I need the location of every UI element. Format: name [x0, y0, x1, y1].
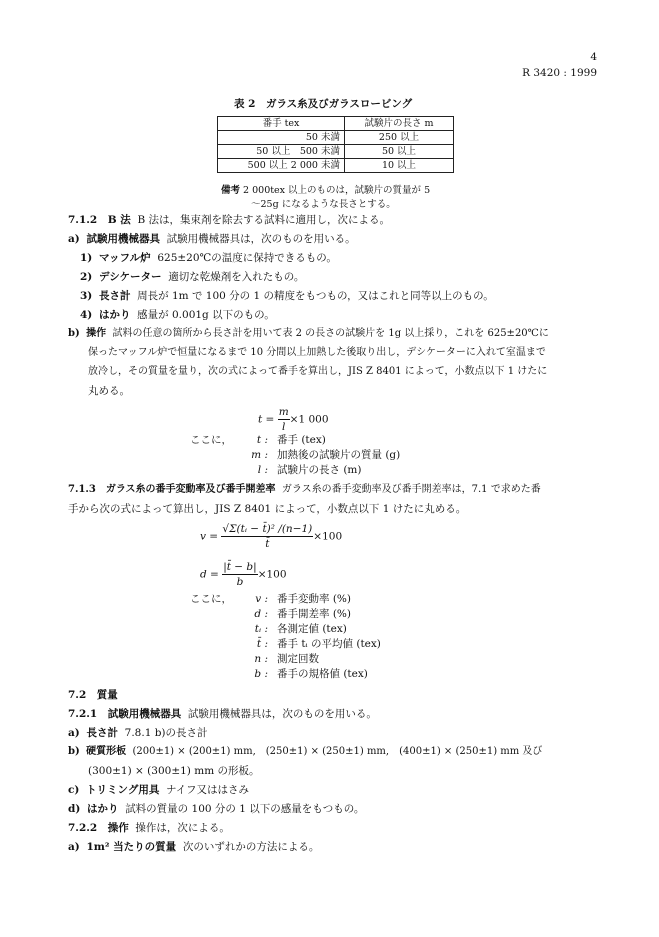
item-title: 長さ計: [98, 290, 131, 302]
section-heading: 7.1.3 ガラス糸の番手変動率及び番手開差率: [68, 484, 276, 495]
formula-numerator: √Σ(tᵢ − t̄)² /(n−1): [222, 523, 313, 535]
subsection-b: [68, 327, 549, 341]
item-text: 適切な乾燥剤を入れたもの。: [168, 271, 305, 283]
var-symbol: m :: [251, 449, 268, 461]
paragraph-line: 試料の任意の箇所から長さ計を用いて表 2 の長さの試験片を 1g 以上採り，これを 625±20℃に: [112, 328, 549, 339]
var-desc: 番手 (tex): [277, 434, 326, 446]
paragraph-line: 保ったマッフル炉で恒量になるまで 10 分間以上加熱した後取り出し，デシケーターに入れて室温まで: [88, 347, 546, 358]
section-7-1-2: [68, 213, 390, 227]
var-desc: 加熱後の試験片の質量 (g): [277, 449, 401, 461]
item-number: 2): [80, 271, 93, 283]
item-number: 1): [80, 252, 93, 264]
note-line-2: ～25g になるような長さとする。: [251, 199, 396, 210]
table-row: [218, 159, 454, 173]
item-number: c): [68, 784, 80, 796]
note-label: 備考: [221, 185, 241, 196]
list-item: [80, 308, 275, 322]
formula-lhs: t =: [258, 413, 275, 426]
item-number: a): [68, 841, 80, 853]
list-item: [68, 745, 542, 759]
var-desc: 各測定値 (tex): [277, 623, 347, 635]
where-label: ここに，: [190, 593, 232, 605]
item-text: 625±20℃の温度に保持できるもの。: [157, 252, 337, 264]
section-heading: 7.1.2 B 法: [68, 214, 131, 226]
formula-fraction: [221, 522, 313, 551]
var-symbol: tᵢ :: [254, 623, 268, 635]
item-text: 次のいずれかの方法による。: [182, 841, 320, 853]
item-title: トリミング用具: [86, 784, 160, 796]
list-item: [80, 289, 494, 303]
list-item: [68, 840, 319, 854]
item-text: ナイフ又ははさみ: [166, 784, 249, 796]
table-row: [218, 131, 454, 145]
page-number: 4: [590, 51, 597, 63]
item-number: b): [68, 746, 80, 757]
item-title: はかり: [87, 803, 119, 815]
var-desc: 番手開差率 (%): [277, 608, 352, 620]
item-text: 試験用機械器具は，次のものを用いる。: [166, 233, 356, 245]
formula-lhs: v =: [200, 530, 219, 543]
formula-v: [200, 522, 342, 551]
formula-d: [200, 560, 287, 589]
item-title: 硬質形板: [86, 746, 127, 757]
var-desc: 番手の規格値 (tex): [277, 668, 368, 680]
table-caption: 表 2 ガラス糸及びガラスロービング: [234, 98, 413, 110]
formula-fraction: [278, 405, 290, 434]
var-symbol: t̄ :: [256, 638, 268, 650]
table-cell: 10 以上: [345, 159, 454, 173]
item-label: a): [68, 233, 80, 245]
formula-numerator: |t̄ − b|: [223, 561, 257, 573]
section-heading: 7.2.2 操作: [68, 822, 129, 834]
item-title: 1m² 当たりの質量: [86, 841, 177, 853]
var-desc: 試験片の長さ (m): [277, 464, 362, 476]
formula-lhs: d =: [200, 568, 219, 581]
formula-fraction: [222, 560, 258, 589]
item-text: 試料の質量の 100 分の 1 以下の感量をもつもの。: [125, 803, 365, 815]
formula-t: [258, 405, 329, 434]
formula-rest: ×100: [257, 568, 287, 581]
table-cell: 50 以上 500 未満: [218, 145, 345, 159]
list-item-continuation: (300±1) × (300±1) mm の形板。: [88, 765, 260, 777]
var-symbol: t :: [256, 434, 268, 446]
standard-code: R 3420 : 1999: [522, 67, 597, 79]
subsection-a: [68, 232, 356, 246]
item-title: マッフル炉: [98, 252, 151, 264]
list-item: [68, 783, 249, 797]
item-title: 長さ計: [86, 727, 118, 739]
var-symbol: l :: [257, 464, 268, 476]
var-desc: 番手変動率 (%): [277, 593, 352, 605]
where-label: ここに，: [190, 434, 232, 446]
formula-denominator: l: [282, 421, 286, 433]
paragraph-line: 放冷し，その質量を量り，次の式によって番手を算出し，JIS Z 8401 によって，小数点以下 1 けたに: [88, 366, 548, 377]
table-cell: 50 以上: [345, 145, 454, 159]
item-label: b): [68, 328, 80, 339]
table-header-row: [218, 117, 454, 131]
table-cell: 250 以上: [345, 131, 454, 145]
paragraph-line: 丸める。: [88, 385, 130, 397]
item-title: デシケーター: [98, 271, 162, 283]
item-text: 周長が 1m で 100 分の 1 の精度をもつもの，又はこれと同等以上のもの。: [137, 290, 494, 302]
section-text: 試験用機械器具は，次のものを用いる。: [187, 708, 377, 720]
item-text: (200±1) × (200±1) mm, (250±1) × (250±1) mm, (400±1) × (250±1) mm 及び: [132, 746, 543, 757]
table-row: [218, 145, 454, 159]
item-number: 4): [80, 309, 93, 321]
formula-denominator: t̄: [265, 538, 270, 550]
section-heading: 7.2.1 試験用機械器具: [68, 708, 182, 720]
formula-rest: ×1 000: [289, 413, 329, 426]
var-symbol: d :: [254, 608, 268, 620]
formula-numerator: m: [278, 406, 289, 418]
var-symbol: v :: [255, 593, 268, 605]
note-line-1: 2 000tex 以上のものは，試験片の質量が 5: [243, 185, 431, 196]
paragraph-line: ガラス糸の番手変動率及び番手開差率は，7.1 で求めた番: [281, 484, 541, 495]
table-note: [221, 182, 430, 196]
var-desc: 測定回数: [277, 653, 319, 665]
section-text: B 法は，集束剤を除去する試料に適用し，次による。: [137, 214, 391, 226]
item-number: d): [68, 803, 81, 815]
item-title: はかり: [98, 309, 131, 321]
var-desc: 番手 tᵢ の平均値 (tex): [277, 638, 381, 650]
item-title: 試験用機械器具: [86, 233, 160, 245]
item-text: 7.8.1 b)の長さ計: [124, 727, 208, 739]
formula-denominator: b: [236, 576, 244, 588]
section-7-2-1: [68, 707, 377, 721]
section-7-1-3: [68, 483, 541, 497]
section-text: 操作は，次による。: [135, 822, 230, 834]
item-number: a): [68, 727, 80, 739]
list-item: [80, 251, 337, 265]
list-item: [68, 726, 208, 740]
var-symbol: n :: [254, 653, 268, 665]
list-item: [80, 270, 304, 284]
table-header-cell: 番手 tex: [218, 117, 345, 131]
var-symbol: b :: [254, 668, 268, 680]
table-cell: 500 以上 2 000 未満: [218, 159, 345, 173]
item-text: 感量が 0.001g 以下のもの。: [137, 309, 275, 321]
section-7-2-2: [68, 821, 230, 835]
table-cell: 50 未満: [218, 131, 345, 145]
paragraph-line: 手から次の式によって算出し，JIS Z 8401 によって，小数点以下 1 けたに丸める。: [68, 503, 467, 515]
section-7-2-heading: 7.2 質量: [68, 689, 118, 701]
table-header-cell: 試験片の長さ m: [345, 117, 454, 131]
item-number: 3): [80, 290, 93, 302]
list-item: [68, 802, 364, 816]
item-title: 操作: [86, 328, 107, 339]
table-2: [217, 116, 454, 173]
formula-rest: ×100: [313, 530, 343, 543]
